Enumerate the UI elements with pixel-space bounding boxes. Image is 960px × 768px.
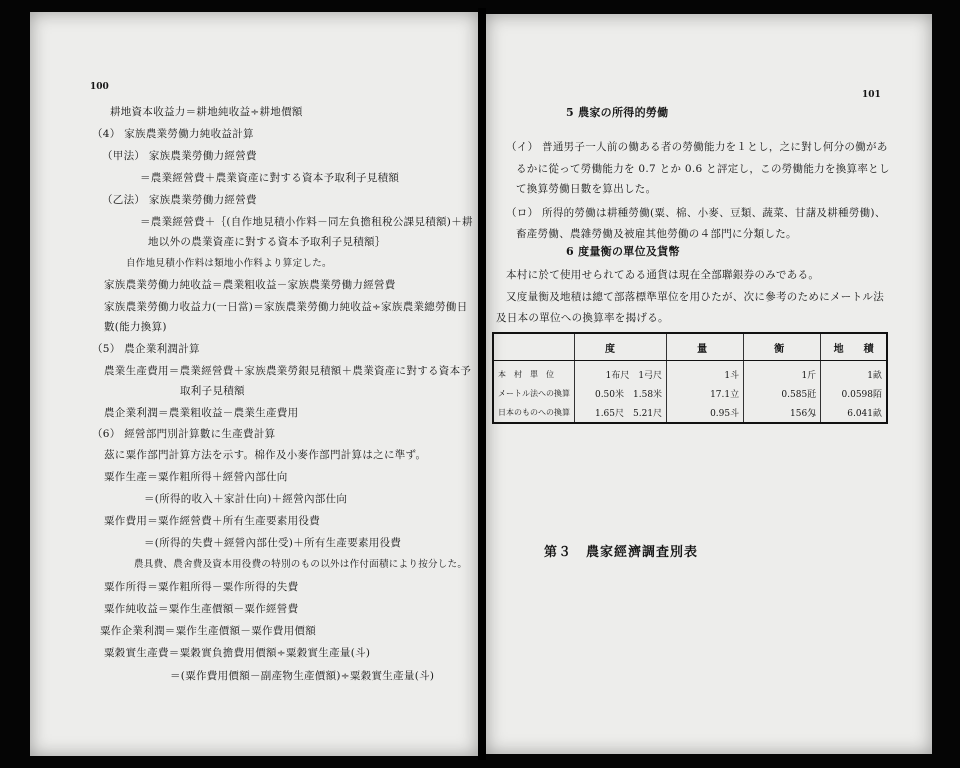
table-header-cell bbox=[493, 333, 575, 361]
text-line: 粟作所得＝粟作粗所得－粟作所得的失費 bbox=[104, 581, 299, 593]
heading-6: （6） 經營部門別計算數に生產費計算 bbox=[92, 428, 276, 440]
heading-5: （5） 農企業利潤計算 bbox=[92, 343, 200, 355]
table-header-cell: 地 積 bbox=[821, 333, 887, 361]
table-cell: 1畝 bbox=[821, 361, 887, 385]
table-cell: 1斗 bbox=[667, 361, 744, 385]
right-page bbox=[486, 14, 932, 754]
para-6-line: 及日本の單位への換算率を揭げる。 bbox=[496, 312, 669, 324]
text-line: 取利子見積額 bbox=[180, 385, 245, 397]
formula-line: ＝農業經營費＋｛(自作地見積小作料－同左負擔租稅公課見積額)＋耕 bbox=[140, 216, 473, 228]
formula-line: ＝(所得的收入＋家計仕向)＋經營內部仕向 bbox=[144, 493, 348, 505]
text-line: 家族農業勞働力收益力(一日當)＝家族農業勞働力純收益÷家族農業總勞働日 bbox=[104, 301, 468, 313]
text-line: 茲に粟作部門計算方法を示す。棉作及小麥作部門計算は之に準ず。 bbox=[104, 449, 427, 461]
table-cell: 1斤 bbox=[744, 361, 821, 385]
book-gutter bbox=[478, 8, 486, 760]
page-number-right: 101 bbox=[862, 90, 881, 100]
note-line: 農具費、農舍費及資本用役費の特別のもの以外は作付面積により按分した。 bbox=[134, 559, 468, 570]
left-page bbox=[30, 12, 478, 756]
para-i-line: て換算勞働日數を算出した。 bbox=[516, 183, 657, 195]
table-cell: 本 村 單 位 bbox=[498, 370, 554, 379]
table-cell: メートル法への換算 bbox=[498, 389, 570, 398]
table-row bbox=[493, 361, 887, 385]
formula-line: 地以外の農業資產に對する資本予取利子見積額｝ bbox=[148, 236, 386, 248]
formula-line: ＝(所得的失費＋經營內部仕受)＋所有生產要素用役費 bbox=[144, 537, 402, 549]
para-ro-line: 畜產勞働、農雜勞働及被雇其他勞働の４部門に分類した。 bbox=[516, 228, 797, 240]
table-cell: 日本のものへの換算 bbox=[498, 408, 570, 417]
table-cell: 0.585瓩 bbox=[744, 384, 821, 403]
text-line: 數(能力換算) bbox=[104, 321, 167, 333]
table-cell: 0.50米 1.58米 bbox=[575, 384, 667, 403]
text-line: 粟穀實生產費＝粟穀實負擔費用價額÷粟穀實生產量(斗) bbox=[104, 647, 371, 659]
table-header-cell: 度 bbox=[575, 333, 667, 361]
text-line: 粟作純收益＝粟作生產價額－粟作經營費 bbox=[104, 603, 299, 615]
text-line: 粟作費用＝粟作經營費＋所有生產要素用役費 bbox=[104, 515, 320, 527]
chapter-3-title: 第３ 農家經濟調査別表 bbox=[544, 545, 699, 560]
table-row bbox=[493, 384, 887, 403]
text-line: 農企業利潤＝農業粗收益－農業生產費用 bbox=[104, 407, 299, 419]
note-line: 自作地見積小作料は類地小作料より算定した。 bbox=[126, 258, 332, 269]
conversion-table bbox=[492, 332, 888, 424]
formula-line: ＝農業經營費＋農業資產に對する資本予取利子見積額 bbox=[140, 172, 400, 184]
para-ro-line: （ロ） 所得的勞働は耕種勞働(粟、棉、小麥、豆類、蔬菜、甘藷及耕種勞働)、 bbox=[506, 207, 886, 219]
table-cell: 156匁 bbox=[744, 403, 821, 423]
text-line: 家族農業勞働力純收益＝農業粗收益－家族農業勞働力經營費 bbox=[104, 279, 396, 291]
table-row bbox=[493, 403, 887, 423]
text-line: （甲法） 家族農業勞働力經營費 bbox=[102, 150, 257, 162]
text-line: 粟作生產＝粟作粗所得＋經營內部仕向 bbox=[104, 471, 288, 483]
table-cell: 0.0598陌 bbox=[821, 384, 887, 403]
text-line: 農業生產費用＝農業經營費＋家族農業勞銀見積額＋農業資產に對する資本予 bbox=[104, 365, 472, 377]
formula-line: ＝(粟作費用價額－副產物生產價額)÷粟穀實生產量(斗) bbox=[170, 670, 435, 682]
table-cell: 1.65尺 5.21尺 bbox=[575, 403, 667, 423]
para-6-line: 又度量衡及地積は總て部落標準單位を用ひたが、次に參考のためにメートル法 bbox=[506, 291, 884, 303]
para-i-line: （イ） 普通男子一人前の働ある者の勞働能力を１とし，之に對し何分の働があ bbox=[506, 141, 888, 153]
heading-4: （4） 家族農業勞働力純收益計算 bbox=[92, 128, 254, 140]
section-6-title: 6 度量衡の單位及貨幣 bbox=[566, 245, 680, 258]
table-cell: 6.041畝 bbox=[821, 403, 887, 423]
table-header-cell: 量 bbox=[667, 333, 744, 361]
para-6-line: 本村に於て使用せられてゐる通貨は現在全部聯銀券のみである。 bbox=[506, 269, 820, 281]
table-cell: 0.95斗 bbox=[667, 403, 744, 423]
table-cell: 17.1立 bbox=[667, 384, 744, 403]
table-header-row bbox=[493, 333, 887, 361]
text-line: 粟作企業利潤＝粟作生產價額－粟作費用價額 bbox=[100, 625, 316, 637]
page-number-left: 100 bbox=[90, 82, 109, 92]
text-line: 耕地資本收益力＝耕地純收益÷耕地價額 bbox=[110, 106, 303, 118]
para-i-line: るかに從って勞働能力を 0.7 とか 0.6 と評定し，この勞働能力を換算率とし bbox=[516, 163, 890, 175]
text-line: （乙法） 家族農業勞働力經營費 bbox=[102, 194, 257, 206]
table-cell: 1布尺 1弓尺 bbox=[575, 361, 667, 385]
section-5-title: 5 農家の所得的勞働 bbox=[566, 106, 669, 119]
table-header-cell: 衡 bbox=[744, 333, 821, 361]
